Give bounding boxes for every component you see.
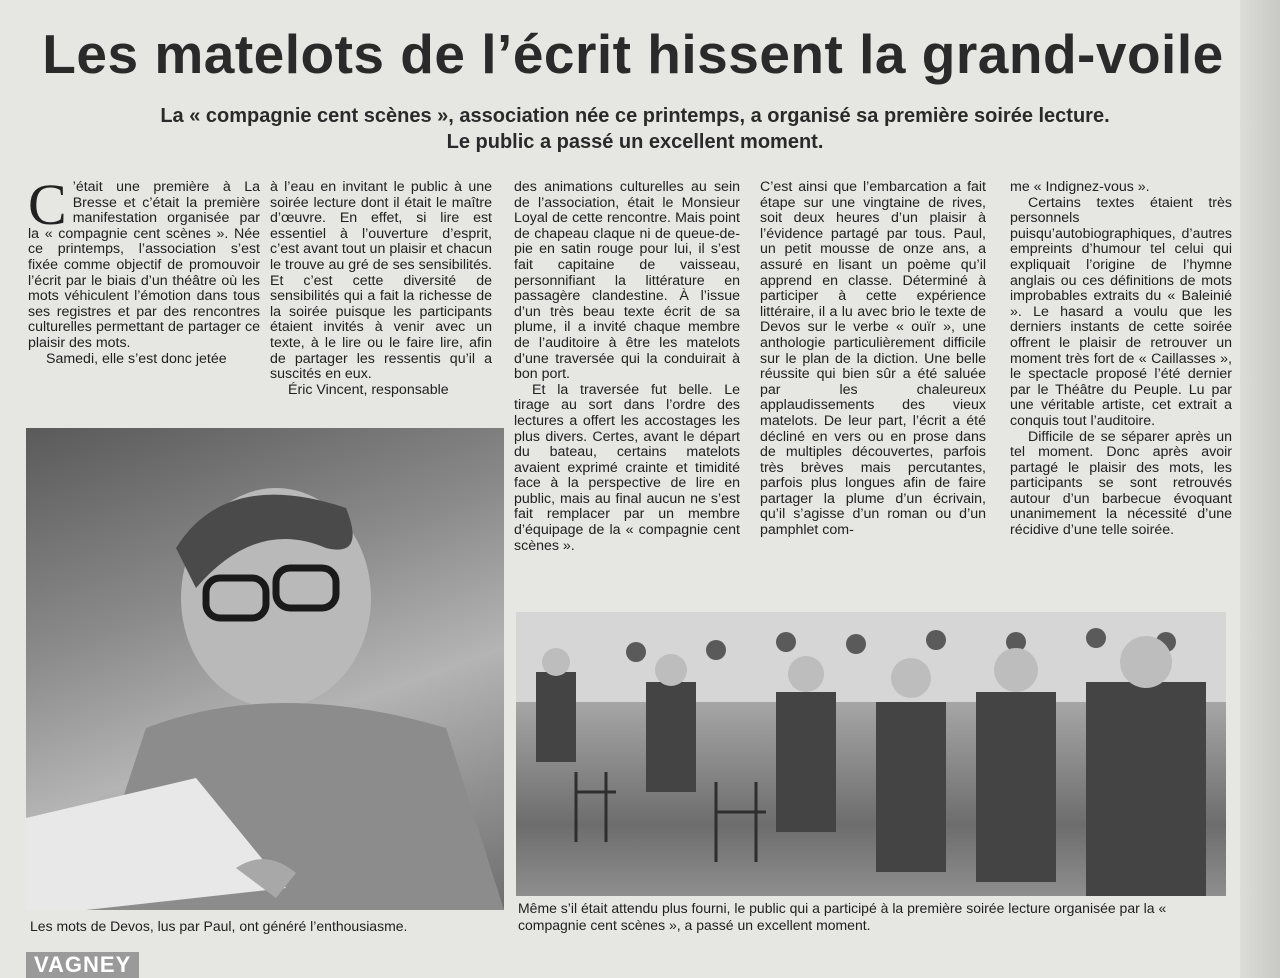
photo-reader: [26, 428, 504, 910]
adjacent-page-edge: [1240, 0, 1280, 978]
subtitle-line-1: La « compagnie cent scènes », association née ce printemps, a organisé sa première soirée lecture.: [160, 105, 1110, 127]
article-column-4: [760, 180, 986, 600]
article-paragraph: C’est ainsi que l’embarcation a fait étape sur une vingtaine de rives, soit deux heures d’un plaisir à l’évidence partagé par tous. Paul, un petit mousse de onze ans, a assuré en lisant un poème qu’il apprend en classe. Déterminé à participer à cette expérience littéraire, il a lu avec brio le texte de Devos sur le verbe « ouïr », une anthologie particulièrement difficile sur le plan de la diction. Une belle réussite qui bien sûr a été saluée par les chaleureux applaudissements des vieux matelots. De leur part, l’écrit a été décliné en vers ou en prose dans de multiples découvertes, parfois très brèves mais percutantes, parfois plus longues afin de faire partager la plume d’un écrivain, qu’il s’agisse d’un roman ou d’un pamphlet com-: [760, 179, 986, 539]
headline: Les matelots de l’écrit hissent la grand-voile: [42, 23, 1224, 85]
article-column-1: [28, 172, 260, 420]
article-paragraph: me « Indignez-vous ».: [1010, 179, 1150, 195]
photo-caption-audience: Même s’il était attendu plus fourni, le public qui a participé à la première soirée lecture organisée par la « compagnie cent scènes », a passé un excellent moment.: [518, 900, 1167, 933]
article-column-3: [514, 180, 740, 600]
article-paragraph: ’était une première à La Bresse et c’était la première manifestation organisée par la « compagnie cent scènes ». Née ce printemps, l’association s’est fixée comme objectif de promouvoir l’écrit par le biais d’un théâtre où les mots véhiculent l’émotion dans tous ses registres et par des rencontres culturelles permettant de partager ce plaisir des mots.: [28, 179, 260, 351]
article-paragraph: Et la traversée fut belle. Le tirage au sort dans l’ordre des lectures a offert les accostages les plus divers. Certes, avant le départ du bateau, certains matelots avaient exprimé crainte et timidité face à la perspective de lire en public, mais au final aucun ne s’est fait remplacer par un membre d’équipage de la « compagnie cent scènes ».: [514, 381, 740, 554]
article-column-5: [1010, 180, 1232, 600]
article-paragraph: Samedi, elle s’est donc jetée: [46, 350, 227, 367]
article-paragraph: à l’eau en invitant le public à une soirée lecture dont il était le maître d’œuvre. En effet, si lire est essentiel à l’ouverture d’esprit, c’est avant tout un plaisir et chacun le trouve au gré de ses sensibilités. Et c’est cette diversité de sensibilités qui a fait la richesse de la soirée puisque les participants étaient invités à venir avec un texte, à le lire ou le faire lire, afin de partager les ressentis qu’il a suscités en eux.: [270, 179, 492, 383]
audience-illustration: [516, 612, 1226, 896]
article-paragraph: Difficile de se séparer après un tel moment. Donc après avoir partagé le plaisir des mots, les participants se sont retrouvés autour d’un barbecue évoquant unanimement la nécessité d’une récidive d’une telle soirée.: [1010, 428, 1232, 539]
section-tag: VAGNEY: [26, 952, 139, 978]
reader-illustration: [26, 428, 504, 910]
photo-audience: [516, 612, 1226, 896]
article-paragraph: des animations culturelles au sein de l’association, était le Monsieur Loyal de cette rencontre. Mais point de chapeau claque ni de queue-de-pie en satin rouge pour lui, il s’est fait capitaine de vaisseau, personnifiant la littérature en passagère clandestine. À l’issue d’un très beau texte écrit de sa plume, il a invité chaque membre de l’auditoire à être les matelots d’une traversée qui la conduirait à bon port.: [514, 179, 740, 383]
subtitle-line-2: Le public a passé un excellent moment.: [446, 131, 824, 153]
article-column-2: [270, 180, 492, 420]
drop-cap: C: [28, 172, 67, 237]
article-paragraph: Éric Vincent, responsable: [288, 381, 449, 398]
photo-caption-reader: Les mots de Devos, lus par Paul, ont généré l’enthousiasme.: [30, 918, 408, 934]
subtitle: [60, 103, 1210, 155]
article-paragraph: Certains textes étaient très personnels puisqu’autobiographiques, d’autres empreints d’humour tel celui qui expliquait l’origine de l’hymne anglais ou ces définitions de mots improbables extraits du « Baleinié ». Le hasard a voulu que les derniers instants de cette soirée offrent le plaisir de retrouver un moment très fort de « Caillasses », le spectacle proposé l’été dernier par le Théâtre du Peuple. Lu par une véritable artiste, cet extrait a conquis tout l’auditoire.: [1010, 194, 1232, 429]
